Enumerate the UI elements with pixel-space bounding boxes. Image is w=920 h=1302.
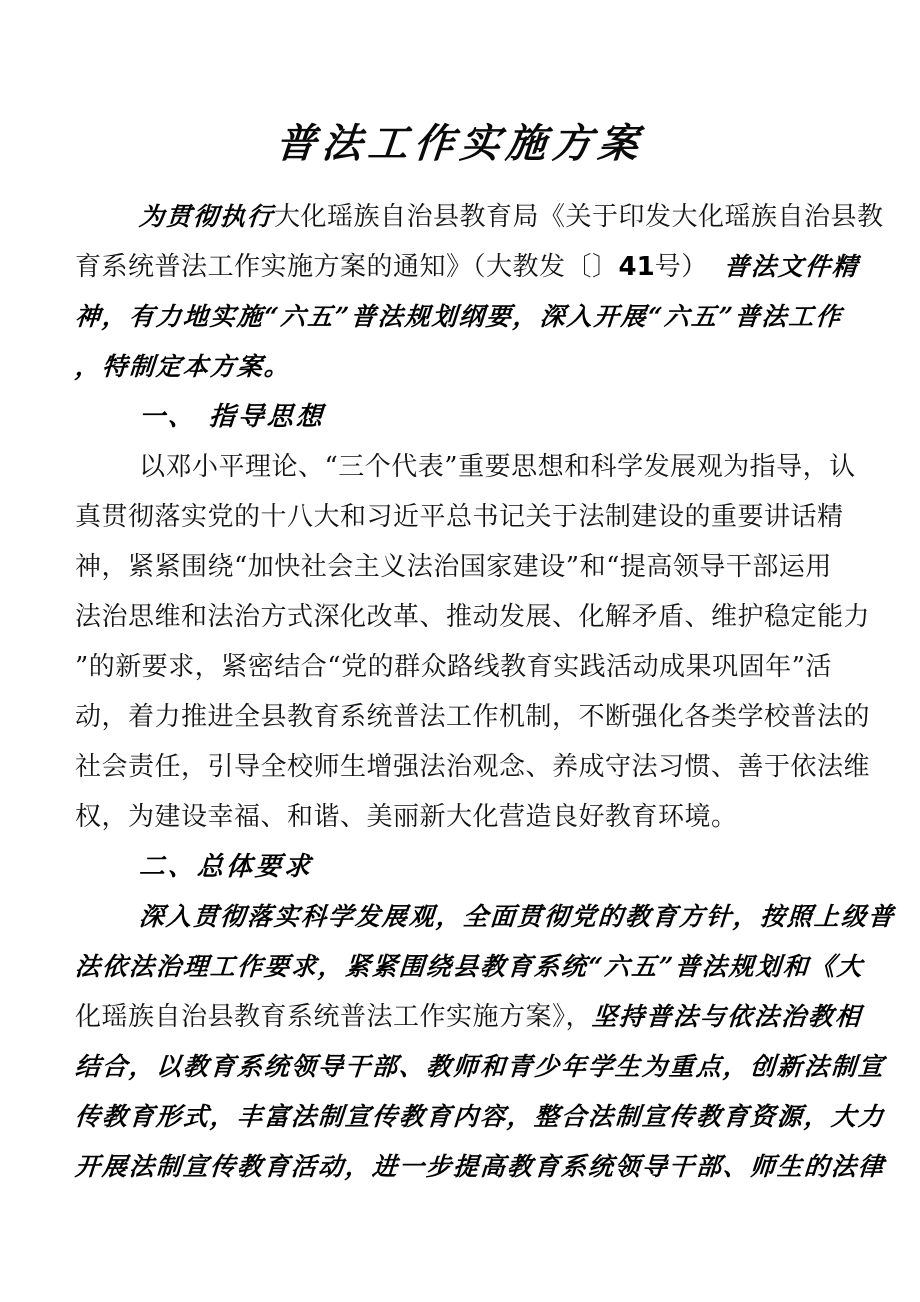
preamble-line-3-calligraphic: 神，有力地实施“六五”普法规划纲要，深入开展“六五”普法工作 [74,302,844,331]
section-two-line-4-text: 结合，以教育系统领导干部、教师和青少年学生为重点，创新法制宣 [74,1052,887,1081]
section-one-line-8-text: 权，为建设幸福、和谐、美丽新大化营造良好教育环境。 [75,802,738,832]
section-one-line-3-text: 神，紧紧围绕“加快社会主义法治国家建设”和“提高领导干部运用 [75,552,832,582]
section-heading-one-text: 一、 指导思想 [137,402,327,432]
section-two-line-1 [75,892,897,942]
section-heading-two-text: 二、总体要求 [137,852,315,882]
section-one-line-5 [75,642,860,692]
section-one-line-7-text: 社会责任，引导全校师生增强法治观念、养成守法习惯、善于依法维 [75,752,871,782]
section-two-line-1-text: 深入贯彻落实科学发展观，全面贯彻党的教育方针，按照上级普 [138,902,897,931]
section-two-line-6 [74,1142,887,1192]
section-two-line-6-text: 开展法制宣传教育活动，进一步提高教育系统领导干部、师生的法律 [74,1152,887,1181]
section-one-line-3 [75,542,860,592]
section-one-line-5-text: ”的新要求，紧密结合“党的群众路线教育实践活动成果巩固年”活 [75,652,832,682]
section-two-line-3-regular: 化瑶族自治县教育系统普法工作实施方案》， [75,1002,593,1032]
section-two-line-4 [74,1042,887,1092]
section-two-line-3 [75,992,864,1042]
preamble-line-2 [75,242,860,292]
preamble-line-1 [75,192,884,242]
preamble-line-2-regular-b: 号） [654,252,708,282]
preamble-line-4 [75,342,860,392]
section-two-line-5-text: 传教育形式，丰富法制宣传教育内容，整合法制宣传教育资源，大力 [74,1102,887,1131]
section-one-line-4 [75,592,871,642]
section-two-line-3-calligraphic: 坚持普法与依法治教相 [591,1002,864,1031]
preamble-line-1-regular: 大化瑶族自治县教育局《关于印发大化瑶族自治县教 [274,202,884,232]
section-two-line-2 [74,942,865,992]
section-one-line-8 [75,792,860,842]
section-one-line-1 [75,442,860,492]
document-number: 41 [618,252,655,282]
preamble-line-2-calligraphic: 普法文件精 [722,252,860,281]
section-one-line-6 [75,692,871,742]
preamble-line-2-regular-a: 育系统普法工作实施方案的通知》（大教发〔〕 [75,252,619,282]
section-one-line-6-text: 动，着力推进全县教育系统普法工作机制，不断强化各类学校普法的 [75,702,871,732]
preamble-line-1-calligraphic: 为贯彻执行 [138,202,276,231]
section-two-line-2-text: 法依法治理工作要求，紧紧围绕县教育系统“六五”普法规划和《大 [74,952,865,981]
section-heading-one [75,392,860,442]
section-two-line-5 [74,1092,887,1142]
section-heading-two [75,842,860,892]
document-body [74,192,897,1192]
page-title: 普法工作实施方案 [273,120,647,167]
section-one-line-1-text: 以邓小平理论、“三个代表”重要思想和科学发展观为指导，认 [139,452,856,482]
preamble-line-4-calligraphic: ，特制定本方案。 [74,352,293,381]
preamble-line-3 [75,292,860,342]
section-one-line-2-text: 真贯彻落实党的十八大和习近平总书记关于法制建设的重要讲话精 [75,502,844,532]
section-one-line-4-text: 法治思维和法治方式深化改革、推动发展、化解矛盾、维护稳定能力 [75,602,871,632]
section-one-line-2 [75,492,860,542]
section-one-line-7 [75,742,871,792]
